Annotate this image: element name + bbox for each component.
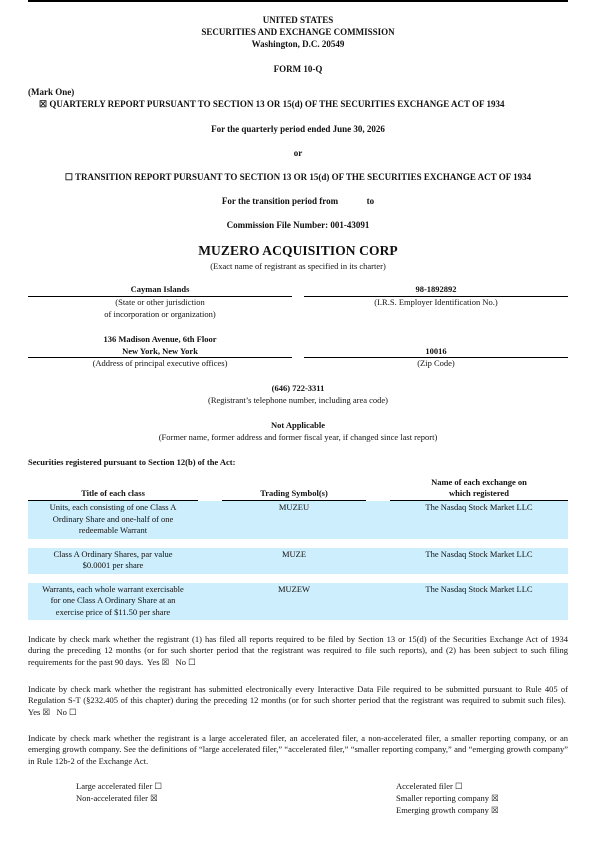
former-name-value: Not Applicable xyxy=(270,420,326,430)
filer-status-paragraph: Indicate by check mark whether the registrant is a large accelerated filer, an accelerated filer, a non-accelerated filer, a smaller reporting company, or an emerging growth company. See the definitions of “large accelerated filer,” “accelerated filer,” “smaller reporting company,” and “emerging growth company” in Rule 12b-2 of the Exchange Act. xyxy=(28,733,568,766)
registrant-name: MUZERO ACQUISITION CORP xyxy=(198,243,398,258)
address-line-1: 136 Madison Avenue, 6th Floor xyxy=(103,334,217,344)
zip-value: 10016 xyxy=(425,346,447,356)
exchange-name: The Nasdaq Stock Market LLC xyxy=(390,583,568,621)
form-type: FORM 10-Q xyxy=(273,64,323,74)
ein-caption: (I.R.S. Employer Identification No.) xyxy=(374,297,498,307)
header-line1: UNITED STATES xyxy=(262,15,334,25)
transition-from: For the transition period from xyxy=(221,196,339,206)
state-caption-1: (State or other jurisdiction xyxy=(115,297,205,307)
table-row xyxy=(28,501,568,539)
zip-caption: (Zip Code) xyxy=(417,358,455,368)
unchecked-box-icon: ☐ xyxy=(64,172,73,182)
checked-box-icon: ☒ xyxy=(39,99,48,109)
exchange-name: The Nasdaq Stock Market LLC xyxy=(390,548,568,574)
class-title: Warrants, each whole warrant exercisable for one Class A Ordinary Share at an exercise price of $11.50 per share xyxy=(28,583,198,621)
large-accelerated-filer: Large accelerated filer ☐ xyxy=(76,781,163,791)
state-caption-2: of incorporation or organization) xyxy=(104,309,216,319)
non-accelerated-filer: Non-accelerated filer ☒ xyxy=(76,793,158,803)
interactive-data-paragraph: Indicate by check mark whether the registrant has submitted electronically every Interactive Data File required to be submitted pursuant to Rule 405 of Regulation S-T (§232.405 of this chapter) during the preceding 12 months (or for such shorter period that the registrant was required to submit such files). Yes ☒ No ☐ xyxy=(28,684,568,717)
securities-heading: Securities registered pursuant to Section 12(b) of the Act: xyxy=(28,457,236,467)
table-row xyxy=(28,548,568,574)
reporting-yes: Yes ☒ xyxy=(147,656,170,667)
smaller-reporting-company: Smaller reporting company ☒ xyxy=(396,793,499,803)
transition-to: to xyxy=(366,196,375,206)
header-line3: Washington, D.C. 20549 xyxy=(251,39,345,49)
class-title: Units, each consisting of one Class A Ordinary Share and one-half of one redeemable Warrant xyxy=(28,501,198,539)
quarterly-period: For the quarterly period ended June 30, 2026 xyxy=(211,124,385,134)
transition-period xyxy=(0,196,596,206)
column-exchange: Name of each exchange on which registered xyxy=(390,477,568,501)
address-line-2: New York, New York xyxy=(122,346,198,356)
quarterly-report-line xyxy=(39,99,504,110)
emerging-growth-company: Emerging growth company ☒ xyxy=(396,805,499,815)
table-row xyxy=(28,583,568,621)
column-symbol: Trading Symbol(s) xyxy=(222,477,366,501)
trading-symbol: MUZEU xyxy=(222,501,366,539)
address-caption: (Address of principal executive offices) xyxy=(92,358,228,368)
transition-report-text: TRANSITION REPORT PURSUANT TO SECTION 13 OR 15(d) OF THE SECURITIES EXCHANGE ACT OF 1934 xyxy=(75,172,532,182)
top-rule xyxy=(28,0,568,2)
or-text: or xyxy=(293,148,303,158)
registrant-name-caption: (Exact name of registrant as specified in its charter) xyxy=(210,261,386,271)
interactive-data-no: No ☐ xyxy=(56,706,77,717)
former-name-caption: (Former name, former address and former fiscal year, if changed since last report) xyxy=(158,432,438,442)
mark-one: (Mark One) xyxy=(28,87,75,97)
securities-header-row xyxy=(28,477,568,501)
interactive-data-yes: Yes ☒ xyxy=(28,706,51,717)
header-line2: SECURITIES AND EXCHANGE COMMISSION xyxy=(201,27,395,37)
reporting-no: No ☐ xyxy=(175,656,196,667)
transition-report-line xyxy=(0,172,596,183)
state-value: Cayman Islands xyxy=(130,284,190,294)
exchange-name: The Nasdaq Stock Market LLC xyxy=(390,501,568,539)
column-title: Title of each class xyxy=(28,477,198,501)
securities-table xyxy=(28,477,568,620)
trading-symbol: MUZEW xyxy=(222,583,366,621)
ein-value: 98-1892892 xyxy=(415,284,457,294)
commission-file-number: Commission File Number: 001-43091 xyxy=(226,220,370,230)
quarterly-report-text: QUARTERLY REPORT PURSUANT TO SECTION 13 OR 15(d) OF THE SECURITIES EXCHANGE ACT OF 1934 xyxy=(49,99,505,109)
phone-caption: (Registrant’s telephone number, including area code) xyxy=(208,395,388,405)
trading-symbol: MUZE xyxy=(222,548,366,574)
reporting-paragraph: Indicate by check mark whether the registrant (1) has filed all reports required to be filed by Section 13 or 15(d) of the Securities Exchange Act of 1934 during the preceding 12 months (or for such shorter period that the registrant was required to file such reports), and (2) has been subject to such filing requirements for the past 90 days. Yes ☒ No ☐ xyxy=(28,634,568,667)
class-title: Class A Ordinary Shares, par value $0.0001 per share xyxy=(28,548,198,574)
accelerated-filer: Accelerated filer ☐ xyxy=(396,781,463,791)
phone-value: (646) 722-3311 xyxy=(271,383,325,393)
